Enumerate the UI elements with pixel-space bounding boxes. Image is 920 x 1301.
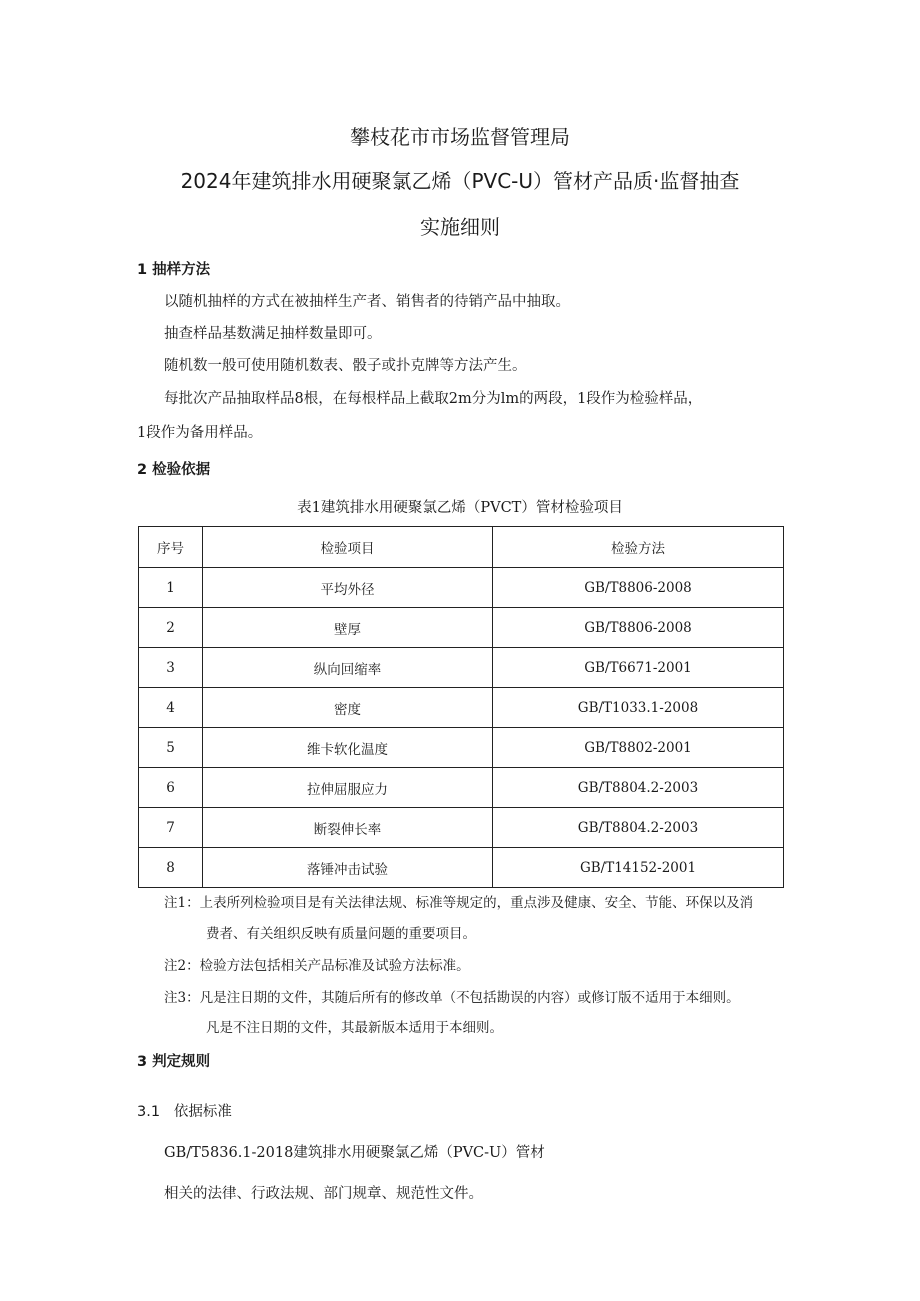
table-cell: 拉伸屈服应力 [203,768,493,808]
inspection-table [138,526,784,888]
table-cell: 落锤冲击试验 [203,848,493,888]
section1-paragraph-1: 以随机抽样的方式在被抽样生产者、销售者的待销产品中抽取。 [164,294,570,310]
table-cell: 平均外径 [203,568,493,608]
table-cell: 4 [139,688,203,728]
table-cell: 3 [139,648,203,688]
table-cell: GB/T1033.1-2008 [493,688,784,728]
table-row [139,728,784,768]
table-cell: 6 [139,768,203,808]
table-cell: 壁厚 [203,608,493,648]
table-header-cell: 检验方法 [493,527,784,568]
section3-paragraph-1: GB/T5836.1-2018建筑排水用硬聚氯乙烯（PVC-U）管材 [164,1145,545,1161]
note-3-cont: 凡是不注日期的文件，其最新版本适用于本细则。 [206,1020,503,1036]
section3-paragraph-2: 相关的法律、行政法规、部门规章、规范性文件。 [164,1186,483,1202]
note-3: 注3：凡是注日期的文件，其随后所有的修改单（不包括勘误的内容）或修订版不适用于本细则。 [164,990,740,1006]
table-row [139,608,784,648]
table-cell: GB/T8802-2001 [493,728,784,768]
table-cell: GB/T8804.2-2003 [493,768,784,808]
section2-heading: 2 检验依据 [137,462,211,478]
table-cell: GB/T8806-2008 [493,568,784,608]
title-sub: 实施细则 [420,215,500,239]
table-cell: GB/T14152-2001 [493,848,784,888]
table-row [139,688,784,728]
section1-paragraph-4-cont: 1段作为备用样品。 [137,425,263,441]
table-cell: GB/T8804.2-2003 [493,808,784,848]
table-row [139,808,784,848]
table-row [139,568,784,608]
table-row [139,768,784,808]
title-agency: 攀枝花市市场监督管理局 [350,125,570,149]
table-header-cell: 检验项目 [203,527,493,568]
table-row [139,848,784,888]
table-cell: 纵向回缩率 [203,648,493,688]
note-1: 注1：上表所列检验项目是有关法律法规、标准等规定的，重点涉及健康、安全、节能、环保以及消 [164,895,754,911]
table-cell: 5 [139,728,203,768]
title-main: 2024年建筑排水用硬聚氯乙烯（PVC-U）管材产品质·监督抽查 [180,169,740,193]
table-caption: 表1建筑排水用硬聚氯乙烯（PVCT）管材检验项目 [297,500,623,516]
table-header-row [139,527,784,568]
table-cell: 维卡软化温度 [203,728,493,768]
table-cell: 7 [139,808,203,848]
section1-heading: 1 抽样方法 [137,262,211,278]
section3-heading: 3 判定规则 [137,1054,211,1070]
note-1-cont: 费者、有关组织反映有质量问题的重要项目。 [206,926,476,942]
section1-paragraph-4: 每批次产品抽取样品8根，在每根样品上截取2m分为lm的两段，1段作为检验样品， [164,391,703,407]
table-cell: 2 [139,608,203,648]
section3-subheading: 3.1 依据标准 [137,1104,232,1120]
table-cell: 密度 [203,688,493,728]
note-2: 注2：检验方法包括相关产品标准及试验方法标准。 [164,958,470,974]
table-header-cell: 序号 [139,527,203,568]
section1-paragraph-2: 抽查样品基数满足抽样数量即可。 [164,326,382,342]
table-cell: 1 [139,568,203,608]
section1-paragraph-3: 随机数一般可使用随机数表、骰子或扑克牌等方法产生。 [164,358,527,374]
table-cell: 断裂伸长率 [203,808,493,848]
table-row [139,648,784,688]
table-cell: GB/T8806-2008 [493,608,784,648]
table-cell: 8 [139,848,203,888]
table-cell: GB/T6671-2001 [493,648,784,688]
